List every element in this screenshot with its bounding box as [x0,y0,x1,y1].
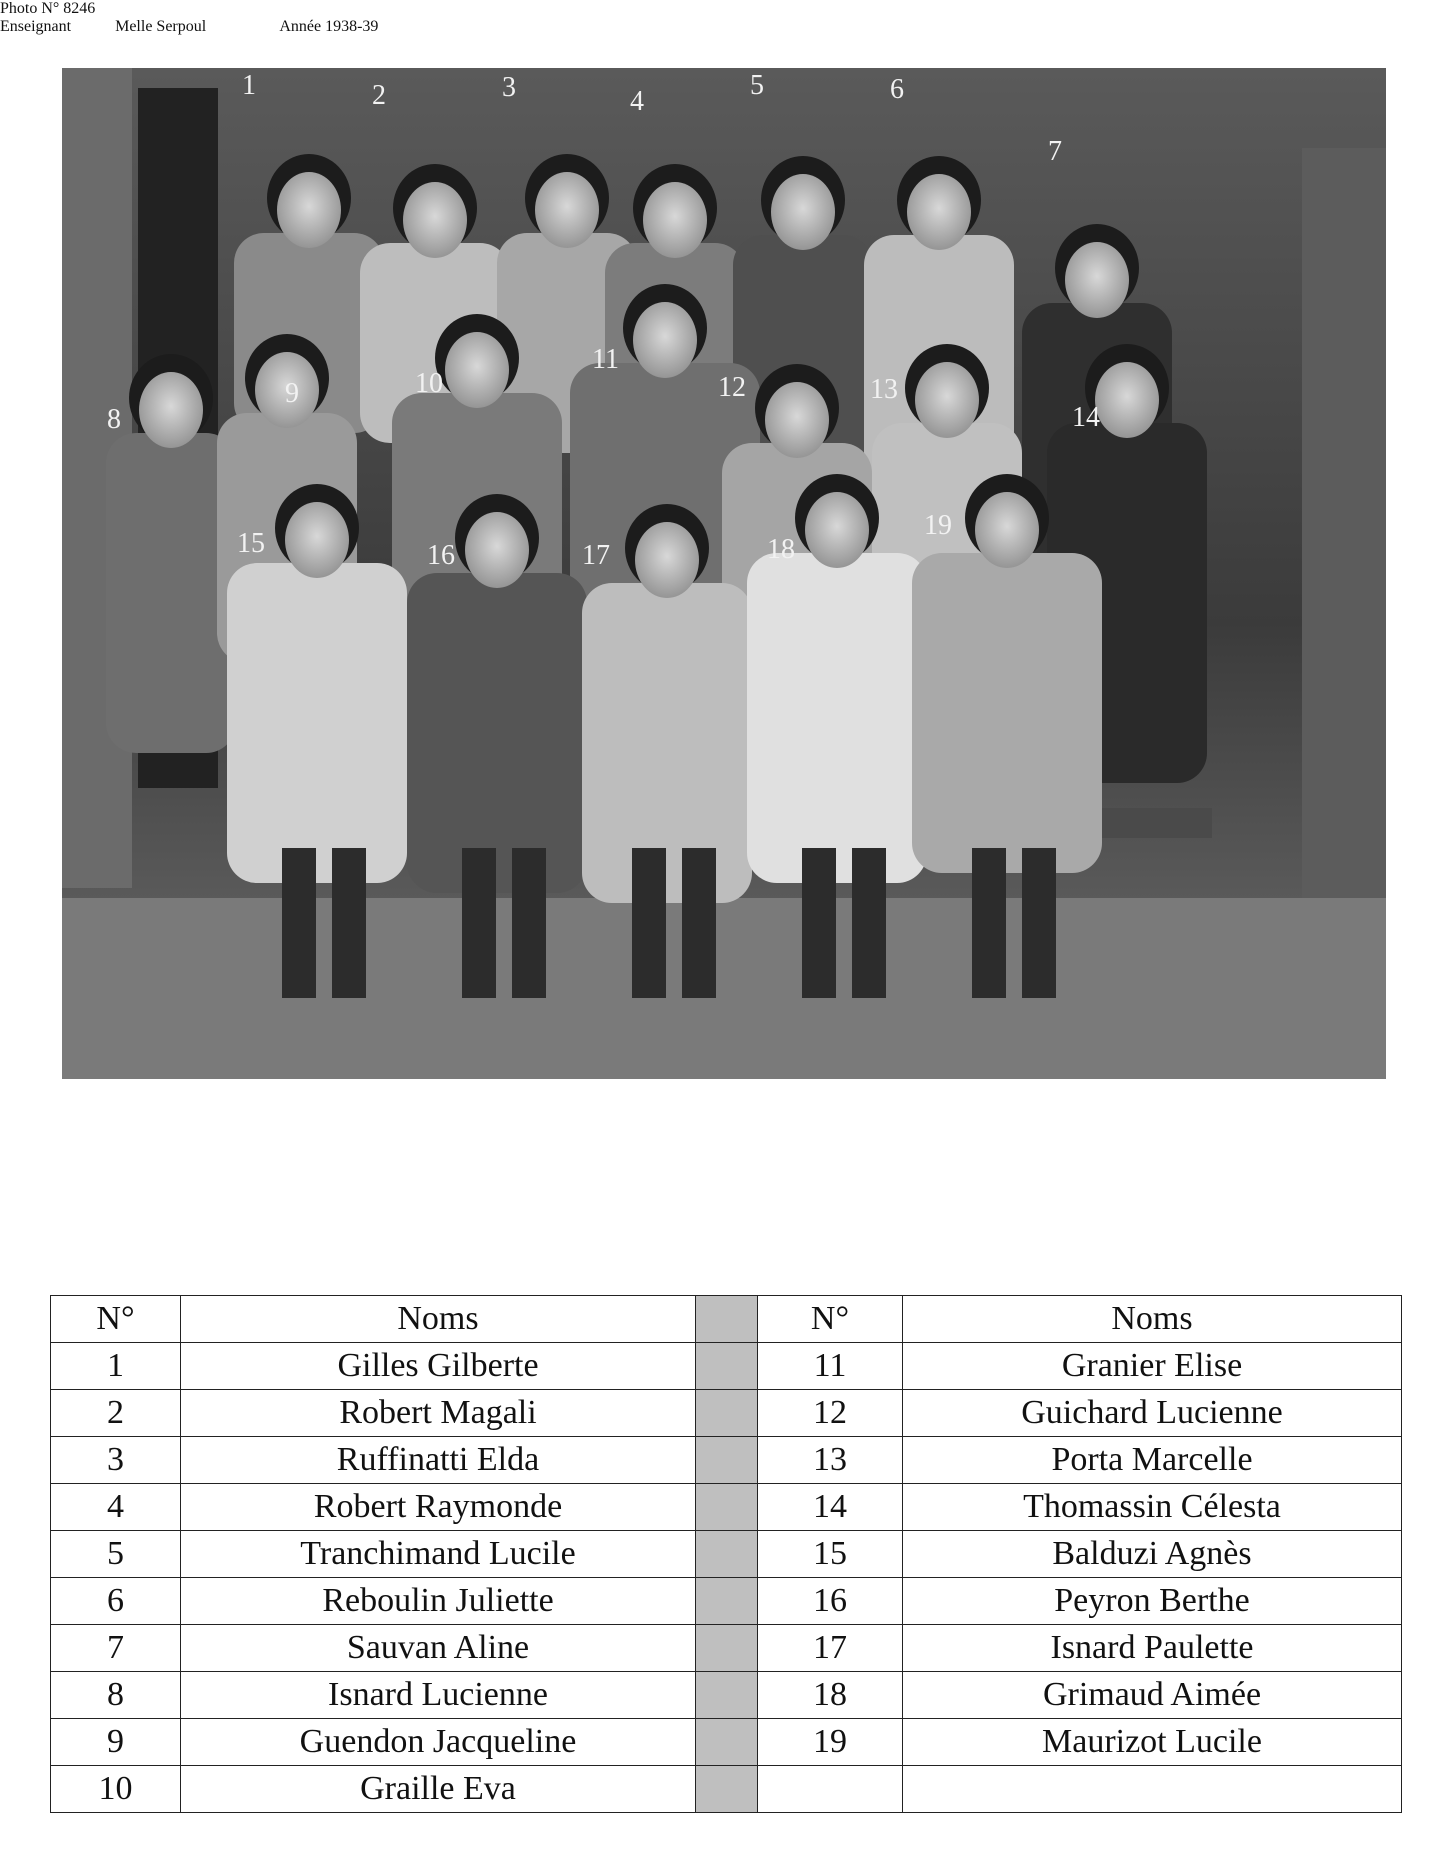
table-row [51,1484,1402,1531]
photo-person-leg [332,848,366,998]
photo-person-face [635,522,699,598]
photo-person-face [1065,242,1129,318]
roster-name-left: Graille Eva [181,1766,696,1813]
roster-number-left: 4 [51,1484,181,1531]
class-photo-svg [62,68,1386,1079]
photo-person-leg [462,848,496,998]
photo-person-face [765,382,829,458]
column-separator [696,1296,758,1343]
header-names-left: Noms [181,1296,696,1343]
roster-name-left: Reboulin Juliette [181,1578,696,1625]
header-number-right: N° [758,1296,903,1343]
roster-name-right: Grimaud Aimée [903,1672,1402,1719]
photo-person-face [805,492,869,568]
photo-person-face [975,492,1039,568]
photo-person-leg [1022,848,1056,998]
class-photo [62,68,1386,1079]
column-separator [696,1766,758,1813]
roster-name-left: Sauvan Aline [181,1625,696,1672]
roster-name-right: Isnard Paulette [903,1625,1402,1672]
roster-number-left: 2 [51,1390,181,1437]
photo-person-leg [282,848,316,998]
roster-number-right: 13 [758,1437,903,1484]
roster-name-right: Porta Marcelle [903,1437,1402,1484]
photo-person-body [912,553,1102,873]
photo-person-number: 5 [750,70,764,101]
photo-person-number: 15 [237,528,265,559]
teacher-year-line [0,18,1448,36]
photo-person-number: 3 [502,72,516,103]
roster-name-right: Thomassin Célesta [903,1484,1402,1531]
photo-person-face [465,512,529,588]
photo-person-number: 9 [285,378,299,409]
roster-number-right: 11 [758,1343,903,1390]
roster-name-left: Gilles Gilberte [181,1343,696,1390]
photo-person-number: 7 [1048,136,1062,167]
roster-number-left: 5 [51,1531,181,1578]
header-names-right: Noms [903,1296,1402,1343]
photo-person-number: 17 [582,540,610,571]
roster-number-left: 10 [51,1766,181,1813]
photo-person-face [771,174,835,250]
column-separator [696,1672,758,1719]
photo-person-face [285,502,349,578]
roster-name-right: Maurizot Lucile [903,1719,1402,1766]
photo-person-body [227,563,407,883]
photo-person-number: 13 [870,374,898,405]
photo-person-body [747,553,927,883]
photo-person-number: 19 [924,510,952,541]
photo-number-text: Photo N° 8246 [0,0,96,17]
photo-person-number: 8 [107,404,121,435]
roster-number-left: 3 [51,1437,181,1484]
photo-person-face [1095,362,1159,438]
table-row [51,1437,1402,1484]
photo-person-number: 14 [1072,402,1100,433]
column-separator [696,1343,758,1390]
roster-number-left: 1 [51,1343,181,1390]
photo-person-face [403,182,467,258]
roster-number-right: 17 [758,1625,903,1672]
roster-number-left: 6 [51,1578,181,1625]
column-separator [696,1625,758,1672]
table-row [51,1390,1402,1437]
roster-table [50,1295,1402,1813]
roster-number-right: 16 [758,1578,903,1625]
photo-person-face [643,182,707,258]
roster-name-left: Isnard Lucienne [181,1672,696,1719]
photo-person-leg [512,848,546,998]
roster-number-left: 9 [51,1719,181,1766]
school-year: Année 1938-39 [279,18,379,35]
roster-name-right: Guichard Lucienne [903,1390,1402,1437]
roster-number-left: 8 [51,1672,181,1719]
photo-person-body [582,583,752,903]
photo-person-number: 12 [718,372,746,403]
column-separator [696,1390,758,1437]
header-number-left: N° [51,1296,181,1343]
photo-person-leg [682,848,716,998]
table-row [51,1672,1402,1719]
photo-person-number: 11 [592,344,619,375]
photo-person-face [535,172,599,248]
photo-person-number: 16 [427,540,455,571]
table-row [51,1578,1402,1625]
photo-person-face [633,302,697,378]
roster-number-right: 19 [758,1719,903,1766]
roster-name-right: Balduzi Agnès [903,1531,1402,1578]
photo-person-leg [852,848,886,998]
photo-person-number: 18 [767,534,795,565]
roster-name-left: Guendon Jacqueline [181,1719,696,1766]
photo-person-face [277,172,341,248]
photo-person-face [139,372,203,448]
column-separator [696,1437,758,1484]
photo-person-body [407,573,587,893]
teacher-name: Melle Serpoul [115,18,207,35]
photo-right-wall [1302,148,1386,968]
table-row [51,1531,1402,1578]
roster-name-right [903,1766,1402,1813]
roster-name-right: Granier Elise [903,1343,1402,1390]
photo-person-face [915,362,979,438]
column-separator [696,1578,758,1625]
photo-person-number: 10 [415,368,443,399]
roster-name-left: Tranchimand Lucile [181,1531,696,1578]
photo-person-face [907,174,971,250]
roster-header-row [51,1296,1402,1343]
roster-number-left: 7 [51,1625,181,1672]
roster-name-left: Ruffinatti Elda [181,1437,696,1484]
photo-person-number: 2 [372,80,386,111]
photo-caption [0,0,1448,18]
roster-name-right: Peyron Berthe [903,1578,1402,1625]
photo-person-leg [802,848,836,998]
roster-name-left: Robert Raymonde [181,1484,696,1531]
table-row [51,1766,1402,1813]
photo-person-body [106,433,236,753]
roster-number-right: 18 [758,1672,903,1719]
photo-person-leg [632,848,666,998]
photo-ground [62,898,1386,1079]
table-row [51,1719,1402,1766]
column-separator [696,1531,758,1578]
photo-person-face [445,332,509,408]
column-separator [696,1484,758,1531]
photo-person-leg [972,848,1006,998]
roster-number-right [758,1766,903,1813]
teacher-label: Enseignant [0,18,72,35]
roster-name-left: Robert Magali [181,1390,696,1437]
roster-number-right: 15 [758,1531,903,1578]
photo-person-number: 4 [630,86,644,117]
roster-number-right: 14 [758,1484,903,1531]
table-row [51,1625,1402,1672]
roster-number-right: 12 [758,1390,903,1437]
table-row [51,1343,1402,1390]
column-separator [696,1719,758,1766]
photo-person-number: 1 [242,70,256,101]
photo-person-number: 6 [890,74,904,105]
